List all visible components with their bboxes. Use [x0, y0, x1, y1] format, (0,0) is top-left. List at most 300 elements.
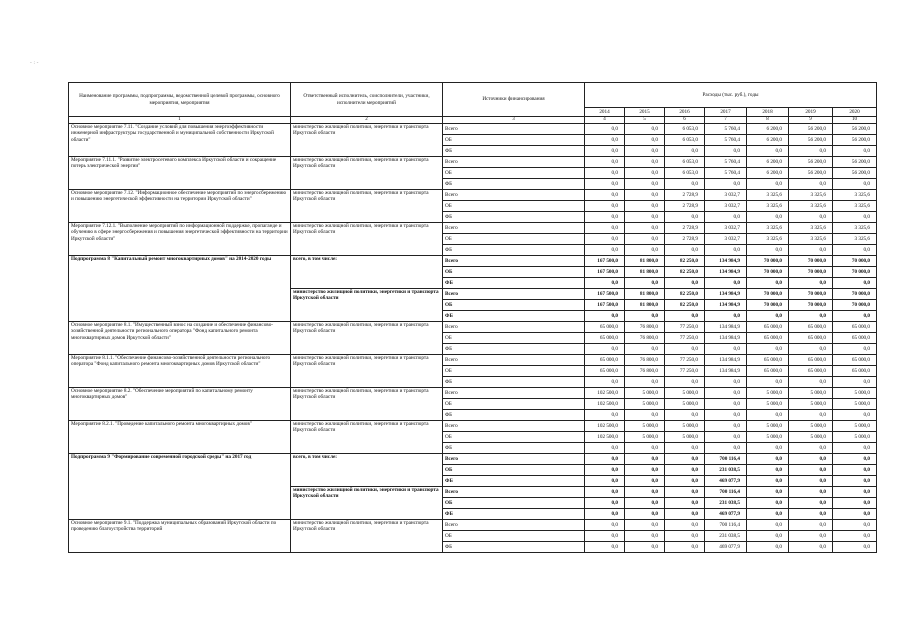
cost-value: 0,0 — [585, 135, 625, 146]
cost-value: 0,0 — [833, 212, 877, 223]
cost-value: 0,0 — [747, 212, 789, 223]
cost-value: 65 000,0 — [833, 322, 877, 333]
cost-value: 0,0 — [585, 443, 625, 454]
cost-value: 6 053,0 — [665, 124, 705, 135]
cost-value: 5 000,0 — [747, 399, 789, 410]
funding-source: ОБ — [443, 135, 585, 146]
cost-value: 3 325,6 — [789, 201, 833, 212]
cost-value: 70 000,0 — [747, 256, 789, 267]
cost-value: 56 200,0 — [833, 157, 877, 168]
program-name: Подпрограмма 9 "Формирование современной городской среды" на 2017 год — [69, 454, 291, 520]
cost-value: 0,0 — [789, 465, 833, 476]
cost-value: 5 760,4 — [705, 135, 747, 146]
executor-cell: министерство жилищной политики, энергетики и транспорта Иркутской области — [291, 520, 443, 553]
cost-value: 0,0 — [585, 157, 625, 168]
cost-value: 0,0 — [665, 443, 705, 454]
header-year: 2018 — [747, 108, 789, 117]
program-name: Мероприятие 8.2.1. "Проведение капитального ремонта многоквартирных домов" — [69, 421, 291, 454]
cost-value: 0,0 — [833, 410, 877, 421]
cost-value: 6 200,0 — [747, 168, 789, 179]
program-name: Мероприятие 7.11.1. "Развитие электросетевого комплекса Иркутской области и сокращение потерь электрической энергии" — [69, 157, 291, 190]
program-name: Основное мероприятие 8.2. "Обеспечение мероприятий по капитальному ремонту многоквартирных домов" — [69, 388, 291, 421]
cost-value: 0,0 — [705, 421, 747, 432]
header-costs: Расходы (тыс. руб.), годы — [585, 83, 877, 108]
column-number: 6 — [665, 117, 705, 124]
cost-value: 56 200,0 — [833, 135, 877, 146]
cost-value: 65 000,0 — [747, 355, 789, 366]
cost-value: 0,0 — [789, 179, 833, 190]
cost-value: 56 200,0 — [789, 157, 833, 168]
cost-value: 0,0 — [625, 190, 665, 201]
cost-value: 0,0 — [833, 146, 877, 157]
funding-source: Всего — [443, 322, 585, 333]
funding-source: ФБ — [443, 410, 585, 421]
cost-value: 0,0 — [747, 542, 789, 553]
cost-value: 3 325,6 — [833, 234, 877, 245]
header-year: 2015 — [625, 108, 665, 117]
cost-value: 5 000,0 — [665, 421, 705, 432]
cost-value: 65 000,0 — [747, 366, 789, 377]
cost-value: 65 000,0 — [585, 322, 625, 333]
cost-value: 0,0 — [625, 278, 665, 289]
cost-value: 0,0 — [625, 487, 665, 498]
cost-value: 0,0 — [665, 454, 705, 465]
cost-value: 0,0 — [705, 399, 747, 410]
program-name: Мероприятие 8.1.1. "Обеспечение финансово-хозяйственной деятельности регионального оператора "Фонд капитального ремонта многоквартирных домов Иркутской области" — [69, 355, 291, 388]
cost-value: 0,0 — [833, 498, 877, 509]
cost-value: 0,0 — [585, 190, 625, 201]
cost-value: 134 984,9 — [705, 300, 747, 311]
cost-value: 0,0 — [789, 311, 833, 322]
cost-value: 65 000,0 — [833, 333, 877, 344]
table-row — [69, 322, 877, 333]
cost-value: 0,0 — [789, 509, 833, 520]
column-number: 8 — [747, 117, 789, 124]
cost-value: 700 116,4 — [705, 487, 747, 498]
budget-table — [68, 82, 877, 553]
cost-value: 65 000,0 — [747, 322, 789, 333]
executor-cell: министерство жилищной политики, энергетики и транспорта Иркутской области — [291, 388, 443, 421]
cost-value: 167 500,0 — [585, 256, 625, 267]
cost-value: 134 984,9 — [705, 366, 747, 377]
table-row — [69, 355, 877, 366]
funding-source: ОБ — [443, 333, 585, 344]
cost-value: 0,0 — [747, 278, 789, 289]
cost-value: 134 984,9 — [705, 355, 747, 366]
funding-source: Всего — [443, 289, 585, 300]
cost-value: 0,0 — [665, 377, 705, 388]
program-name: Основное мероприятие 7.12. "Информационное обеспечение мероприятий по энергосбережению и повышению энергетической эффективности на территории Иркутской области" — [69, 190, 291, 223]
cost-value: 134 984,9 — [705, 256, 747, 267]
column-number: 10 — [833, 117, 877, 124]
cost-value: 0,0 — [585, 278, 625, 289]
cost-value: 0,0 — [625, 542, 665, 553]
cost-value: 5 000,0 — [789, 432, 833, 443]
cost-value: 5 000,0 — [747, 432, 789, 443]
funding-source: ОБ — [443, 465, 585, 476]
cost-value: 0,0 — [833, 531, 877, 542]
cost-value: 5 000,0 — [665, 432, 705, 443]
cost-value: 5 000,0 — [789, 388, 833, 399]
cost-value: 0,0 — [625, 223, 665, 234]
cost-value: 76 800,0 — [625, 366, 665, 377]
cost-value: 0,0 — [789, 487, 833, 498]
cost-value: 0,0 — [585, 146, 625, 157]
header-year: 2014 — [585, 108, 625, 117]
cost-value: 82 250,0 — [665, 256, 705, 267]
cost-value: 0,0 — [585, 344, 625, 355]
cost-value: 0,0 — [665, 212, 705, 223]
executor-cell: министерство жилищной политики, энергетики и транспорта Иркутской области — [291, 322, 443, 355]
cost-value: 0,0 — [585, 465, 625, 476]
cost-value: 0,0 — [585, 223, 625, 234]
executor-cell: министерство жилищной политики, энергетики и транспорта Иркутской области — [291, 421, 443, 454]
cost-value: 0,0 — [833, 278, 877, 289]
cost-value: 0,0 — [625, 234, 665, 245]
cost-value: 0,0 — [789, 146, 833, 157]
cost-value: 0,0 — [833, 179, 877, 190]
cost-value: 3 032,7 — [705, 190, 747, 201]
cost-value: 5 000,0 — [665, 388, 705, 399]
cost-value: 65 000,0 — [789, 333, 833, 344]
cost-value: 6 053,0 — [665, 135, 705, 146]
cost-value: 82 250,0 — [665, 300, 705, 311]
cost-value: 0,0 — [585, 542, 625, 553]
cost-value: 2 728,9 — [665, 190, 705, 201]
cost-value: 0,0 — [585, 311, 625, 322]
cost-value: 0,0 — [585, 454, 625, 465]
executor-cell: министерство жилищной политики, энергетики и транспорта Иркутской области — [291, 355, 443, 388]
cost-value: 0,0 — [705, 179, 747, 190]
cost-value: 167 500,0 — [585, 289, 625, 300]
executor-cell: министерство жилищной политики, энергетики и транспорта Иркутской области — [291, 124, 443, 157]
cost-value: 0,0 — [625, 179, 665, 190]
cost-value: 5 000,0 — [625, 432, 665, 443]
header-year: 2017 — [705, 108, 747, 117]
cost-value: 2 728,9 — [665, 201, 705, 212]
cost-value: 76 800,0 — [625, 355, 665, 366]
cost-value: 70 000,0 — [789, 267, 833, 278]
cost-value: 70 000,0 — [789, 256, 833, 267]
executor-cell: всего, в том числе: — [291, 256, 443, 289]
cost-value: 65 000,0 — [789, 355, 833, 366]
cost-value: 6 200,0 — [747, 157, 789, 168]
cost-value: 65 000,0 — [833, 366, 877, 377]
cost-value: 469 077,9 — [705, 509, 747, 520]
cost-value: 3 325,6 — [833, 223, 877, 234]
cost-value: 0,0 — [833, 542, 877, 553]
cost-value: 0,0 — [665, 531, 705, 542]
cost-value: 231 038,5 — [705, 531, 747, 542]
cost-value: 3 032,7 — [705, 201, 747, 212]
cost-value: 3 325,6 — [789, 223, 833, 234]
cost-value: 3 325,6 — [833, 190, 877, 201]
cost-value: 0,0 — [625, 344, 665, 355]
cost-value: 70 000,0 — [833, 267, 877, 278]
cost-value: 0,0 — [833, 311, 877, 322]
cost-value: 65 000,0 — [585, 333, 625, 344]
cost-value: 5 760,4 — [705, 124, 747, 135]
cost-value: 0,0 — [833, 487, 877, 498]
funding-source: ФБ — [443, 344, 585, 355]
cost-value: 0,0 — [789, 531, 833, 542]
cost-value: 0,0 — [585, 498, 625, 509]
funding-source: ФБ — [443, 311, 585, 322]
funding-source: ФБ — [443, 476, 585, 487]
column-number: 4 — [585, 117, 625, 124]
margin-mark: - : - — [30, 60, 39, 66]
cost-value: 81 800,0 — [625, 256, 665, 267]
funding-source: ОБ — [443, 432, 585, 443]
cost-value: 65 000,0 — [585, 366, 625, 377]
cost-value: 76 800,0 — [625, 322, 665, 333]
cost-value: 0,0 — [747, 498, 789, 509]
cost-value: 5 000,0 — [625, 388, 665, 399]
funding-source: Всего — [443, 355, 585, 366]
cost-value: 0,0 — [747, 377, 789, 388]
program-name: Основное мероприятие 9.1. "Поддержка муниципальных образований Иркутской области по проведению благоустройства территорий — [69, 520, 291, 553]
cost-value: 3 325,6 — [789, 234, 833, 245]
cost-value: 0,0 — [625, 245, 665, 256]
cost-value: 0,0 — [789, 278, 833, 289]
cost-value: 0,0 — [625, 311, 665, 322]
cost-value: 6 200,0 — [747, 124, 789, 135]
cost-value: 70 000,0 — [747, 300, 789, 311]
cost-value: 3 325,6 — [789, 190, 833, 201]
cost-value: 65 000,0 — [789, 322, 833, 333]
cost-value: 102 500,0 — [585, 388, 625, 399]
cost-value: 134 984,9 — [705, 322, 747, 333]
cost-value: 6 200,0 — [747, 135, 789, 146]
cost-value: 0,0 — [665, 498, 705, 509]
funding-source: Всего — [443, 388, 585, 399]
cost-value: 0,0 — [625, 135, 665, 146]
cost-value: 0,0 — [705, 377, 747, 388]
cost-value: 102 500,0 — [585, 421, 625, 432]
column-number: 5 — [625, 117, 665, 124]
cost-value: 70 000,0 — [747, 289, 789, 300]
cost-value: 0,0 — [585, 168, 625, 179]
cost-value: 0,0 — [585, 201, 625, 212]
cost-value: 5 000,0 — [833, 421, 877, 432]
cost-value: 65 000,0 — [747, 333, 789, 344]
table-row — [69, 256, 877, 267]
funding-source: ОБ — [443, 234, 585, 245]
cost-value: 0,0 — [705, 388, 747, 399]
cost-value: 56 200,0 — [833, 124, 877, 135]
cost-value: 70 000,0 — [789, 300, 833, 311]
cost-value: 0,0 — [625, 498, 665, 509]
cost-value: 0,0 — [747, 454, 789, 465]
cost-value: 0,0 — [625, 465, 665, 476]
funding-source: ОБ — [443, 300, 585, 311]
program-name: Основное мероприятие 8.1. "Имущественный взнос на создание и обеспечение финансово-хозяйственной деятельности регионального оператора "Фонд капитального ремонта многоквартирных домов Иркутской области" — [69, 322, 291, 355]
cost-value: 469 077,9 — [705, 542, 747, 553]
cost-value: 0,0 — [625, 168, 665, 179]
funding-source: ФБ — [443, 146, 585, 157]
cost-value: 0,0 — [625, 212, 665, 223]
cost-value: 65 000,0 — [585, 355, 625, 366]
cost-value: 102 500,0 — [585, 399, 625, 410]
cost-value: 0,0 — [665, 179, 705, 190]
table-row — [69, 190, 877, 201]
program-name: Мероприятие 7.12.1. "Выполнение мероприятий по информационной поддержке, пропаганде и обучению в сфере энергосбережения и повышения энергетической эффективности на территории Иркутской области" — [69, 223, 291, 256]
cost-value: 5 000,0 — [833, 432, 877, 443]
cost-value: 0,0 — [665, 465, 705, 476]
funding-source: Всего — [443, 124, 585, 135]
cost-value: 5 000,0 — [789, 399, 833, 410]
cost-value: 0,0 — [665, 311, 705, 322]
funding-source: ОБ — [443, 531, 585, 542]
cost-value: 0,0 — [585, 410, 625, 421]
funding-source: Всего — [443, 190, 585, 201]
cost-value: 0,0 — [789, 245, 833, 256]
column-number: 2 — [291, 117, 443, 124]
funding-source: ОБ — [443, 498, 585, 509]
cost-value: 82 250,0 — [665, 289, 705, 300]
cost-value: 0,0 — [665, 542, 705, 553]
cost-value: 0,0 — [833, 454, 877, 465]
funding-source: ФБ — [443, 245, 585, 256]
cost-value: 0,0 — [789, 542, 833, 553]
cost-value: 0,0 — [625, 454, 665, 465]
cost-value: 0,0 — [585, 124, 625, 135]
executor-cell: всего, в том числе: — [291, 454, 443, 487]
cost-value: 77 250,0 — [665, 322, 705, 333]
cost-value: 0,0 — [705, 432, 747, 443]
cost-value: 0,0 — [665, 245, 705, 256]
funding-source: ОБ — [443, 267, 585, 278]
funding-source: ФБ — [443, 212, 585, 223]
cost-value: 0,0 — [747, 344, 789, 355]
cost-value: 0,0 — [833, 443, 877, 454]
cost-value: 65 000,0 — [833, 355, 877, 366]
cost-value: 56 200,0 — [789, 135, 833, 146]
cost-value: 3 325,6 — [747, 201, 789, 212]
cost-value: 2 728,9 — [665, 234, 705, 245]
header-source: Источники финансирования — [443, 83, 585, 117]
cost-value: 77 250,0 — [665, 355, 705, 366]
executor-cell: министерство жилищной политики, энергетики и транспорта Иркутской области — [291, 223, 443, 256]
cost-value: 56 200,0 — [789, 124, 833, 135]
funding-source: Всего — [443, 520, 585, 531]
cost-value: 0,0 — [747, 476, 789, 487]
cost-value: 700 116,4 — [705, 454, 747, 465]
cost-value: 81 800,0 — [625, 267, 665, 278]
cost-value: 70 000,0 — [747, 267, 789, 278]
funding-source: Всего — [443, 421, 585, 432]
cost-value: 0,0 — [665, 509, 705, 520]
column-number: 9 — [789, 117, 833, 124]
cost-value: 231 038,5 — [705, 465, 747, 476]
table-row — [69, 223, 877, 234]
cost-value: 0,0 — [833, 476, 877, 487]
cost-value: 0,0 — [789, 212, 833, 223]
cost-value: 3 325,6 — [747, 190, 789, 201]
column-number: 1 — [69, 117, 291, 124]
cost-value: 0,0 — [747, 245, 789, 256]
cost-value: 5 000,0 — [747, 421, 789, 432]
funding-source: ФБ — [443, 278, 585, 289]
table-row — [69, 388, 877, 399]
cost-value: 0,0 — [747, 146, 789, 157]
cost-value: 0,0 — [665, 476, 705, 487]
cost-value: 0,0 — [789, 476, 833, 487]
cost-value: 0,0 — [747, 487, 789, 498]
cost-value: 0,0 — [585, 234, 625, 245]
cost-value: 0,0 — [705, 245, 747, 256]
cost-value: 0,0 — [705, 410, 747, 421]
cost-value: 0,0 — [747, 531, 789, 542]
cost-value: 0,0 — [585, 212, 625, 223]
cost-value: 0,0 — [585, 377, 625, 388]
executor-cell: министерство жилищной политики, энергетики и транспорта Иркутской области — [291, 157, 443, 190]
cost-value: 65 000,0 — [789, 366, 833, 377]
cost-value: 6 053,0 — [665, 157, 705, 168]
cost-value: 0,0 — [625, 410, 665, 421]
cost-value: 0,0 — [625, 201, 665, 212]
cost-value: 0,0 — [833, 520, 877, 531]
cost-value: 81 800,0 — [625, 300, 665, 311]
funding-source: ОБ — [443, 201, 585, 212]
cost-value: 3 032,7 — [705, 223, 747, 234]
funding-source: Всего — [443, 223, 585, 234]
cost-value: 0,0 — [625, 377, 665, 388]
cost-value: 81 800,0 — [625, 289, 665, 300]
header-year: 2019 — [789, 108, 833, 117]
cost-value: 2 728,9 — [665, 223, 705, 234]
cost-value: 134 984,9 — [705, 289, 747, 300]
cost-value: 0,0 — [747, 311, 789, 322]
cost-value: 3 325,6 — [747, 223, 789, 234]
cost-value: 0,0 — [747, 465, 789, 476]
cost-value: 0,0 — [665, 278, 705, 289]
funding-source: ФБ — [443, 443, 585, 454]
cost-value: 82 250,0 — [665, 267, 705, 278]
cost-value: 5 000,0 — [789, 421, 833, 432]
header-executor: Ответственный исполнитель, соисполнители, участники, исполнители мероприятий — [291, 83, 443, 117]
funding-source: ОБ — [443, 399, 585, 410]
table-row — [69, 454, 877, 465]
cost-value: 0,0 — [789, 454, 833, 465]
program-name: Основное мероприятие 7.11. "Создание условий для повышения энергоэффективности инженерной инфраструктуры государственной и муниципальной собственности Иркутской области" — [69, 124, 291, 157]
cost-value: 0,0 — [747, 509, 789, 520]
cost-value: 0,0 — [585, 531, 625, 542]
cost-value: 0,0 — [747, 520, 789, 531]
cost-value: 56 200,0 — [833, 168, 877, 179]
cost-value: 0,0 — [665, 487, 705, 498]
funding-source: ФБ — [443, 509, 585, 520]
cost-value: 0,0 — [705, 212, 747, 223]
cost-value: 5 760,4 — [705, 168, 747, 179]
cost-value: 5 000,0 — [625, 399, 665, 410]
funding-source: Всего — [443, 157, 585, 168]
cost-value: 77 250,0 — [665, 366, 705, 377]
cost-value: 134 984,9 — [705, 267, 747, 278]
cost-value: 0,0 — [833, 509, 877, 520]
table-row — [69, 421, 877, 432]
funding-source: ФБ — [443, 377, 585, 388]
funding-source: ФБ — [443, 179, 585, 190]
cost-value: 0,0 — [625, 531, 665, 542]
cost-value: 0,0 — [833, 377, 877, 388]
cost-value: 231 038,5 — [705, 498, 747, 509]
header-year: 2020 — [833, 108, 877, 117]
funding-source: ОБ — [443, 168, 585, 179]
cost-value: 0,0 — [747, 443, 789, 454]
cost-value: 5 000,0 — [665, 399, 705, 410]
cost-value: 0,0 — [585, 245, 625, 256]
